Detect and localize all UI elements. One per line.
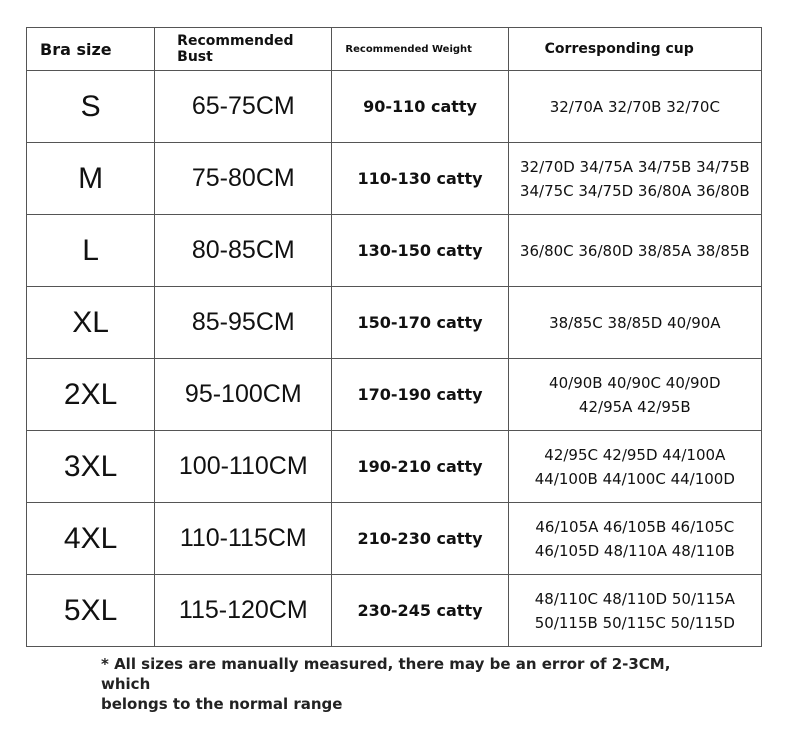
cup-cell xyxy=(508,503,761,575)
footnote xyxy=(101,654,721,714)
bust-cell: 75-80CM xyxy=(155,143,332,215)
bra-size-cell: L xyxy=(27,215,155,287)
weight-cell: 230-245 catty xyxy=(332,575,508,647)
cup-cell xyxy=(508,215,761,287)
cup-line: 42/95C 42/95D 44/100A xyxy=(544,445,726,464)
weight-cell: 150-170 catty xyxy=(332,287,508,359)
cup-cell xyxy=(508,359,761,431)
bust-cell: 95-100CM xyxy=(155,359,332,431)
footnote-line-1: * All sizes are manually measured, there may be an error of 2-3CM, which xyxy=(101,655,671,693)
bra-size-cell: XL xyxy=(27,287,155,359)
bust-cell: 115-120CM xyxy=(155,575,332,647)
cup-line: 44/100B 44/100C 44/100D xyxy=(534,469,735,488)
table-row xyxy=(27,431,762,503)
bra-size-cell: 5XL xyxy=(27,575,155,647)
cup-line: 38/85C 38/85D 40/90A xyxy=(549,313,721,332)
cup-line: 50/115B 50/115C 50/115D xyxy=(534,613,735,632)
bust-cell: 100-110CM xyxy=(155,431,332,503)
cup-cell xyxy=(508,71,761,143)
bust-cell: 65-75CM xyxy=(155,71,332,143)
cup-cell xyxy=(508,431,761,503)
weight-cell: 130-150 catty xyxy=(332,215,508,287)
weight-cell: 190-210 catty xyxy=(332,431,508,503)
bra-size-cell: 3XL xyxy=(27,431,155,503)
cup-line: 48/110C 48/110D 50/115A xyxy=(534,589,735,608)
size-chart-table xyxy=(26,27,762,647)
cup-line: 46/105D 48/110A 48/110B xyxy=(534,541,735,560)
weight-cell: 210-230 catty xyxy=(332,503,508,575)
cup-line: 36/80C 36/80D 38/85A 38/85B xyxy=(519,241,750,260)
cup-line: 32/70A 32/70B 32/70C xyxy=(549,97,720,116)
header-bra-size: Bra size xyxy=(27,28,155,71)
cup-line: 40/90B 40/90C 40/90D xyxy=(549,373,721,392)
table-row xyxy=(27,359,762,431)
footnote-line-2: belongs to the normal range xyxy=(101,695,343,713)
cup-cell xyxy=(508,287,761,359)
weight-cell: 110-130 catty xyxy=(332,143,508,215)
header-recommended-weight: Recommended Weight xyxy=(332,28,508,71)
table-row xyxy=(27,215,762,287)
bust-cell: 110-115CM xyxy=(155,503,332,575)
bust-cell: 80-85CM xyxy=(155,215,332,287)
cup-cell xyxy=(508,143,761,215)
table-row xyxy=(27,575,762,647)
header-recommended-bust: Recommended Bust xyxy=(155,28,332,71)
cup-line: 42/95A 42/95B xyxy=(578,397,691,416)
cup-cell xyxy=(508,575,761,647)
table-row xyxy=(27,287,762,359)
weight-cell: 90-110 catty xyxy=(332,71,508,143)
header-corresponding-cup: Corresponding cup xyxy=(508,28,761,71)
cup-line: 32/70D 34/75A 34/75B 34/75B xyxy=(520,157,750,176)
weight-cell: 170-190 catty xyxy=(332,359,508,431)
table-row xyxy=(27,503,762,575)
cup-line: 46/105A 46/105B 46/105C xyxy=(535,517,735,536)
table-row xyxy=(27,71,762,143)
table-row xyxy=(27,143,762,215)
bra-size-cell: M xyxy=(27,143,155,215)
cup-line: 34/75C 34/75D 36/80A 36/80B xyxy=(519,181,750,200)
bust-cell: 85-95CM xyxy=(155,287,332,359)
bra-size-cell: S xyxy=(27,71,155,143)
bra-size-cell: 2XL xyxy=(27,359,155,431)
header-row xyxy=(27,28,762,71)
bra-size-cell: 4XL xyxy=(27,503,155,575)
